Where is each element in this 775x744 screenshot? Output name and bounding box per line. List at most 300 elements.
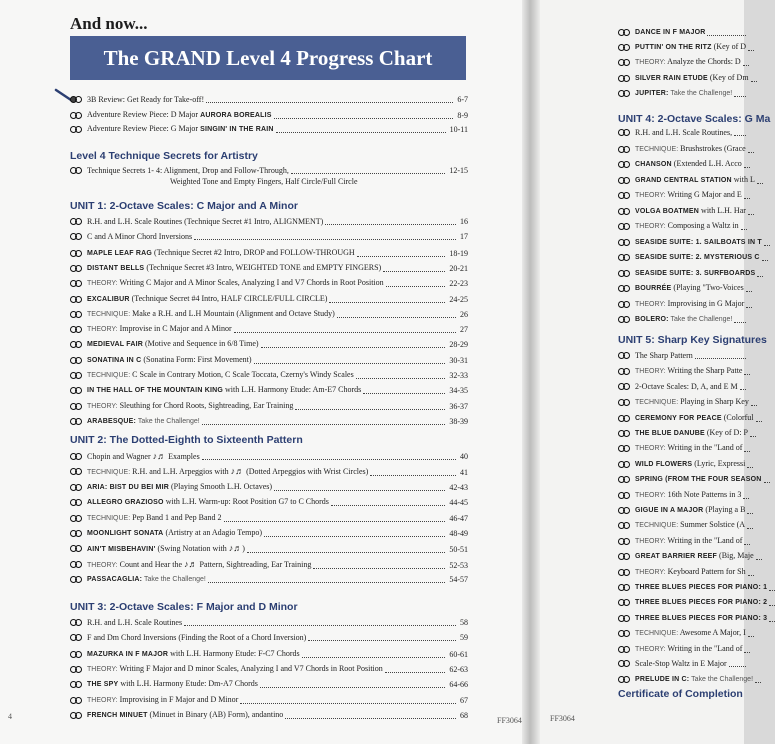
entry-title [635,174,755,187]
entry-title [87,384,361,397]
entry-title [635,267,755,280]
entry-segment: R.H. and L.H. Scale Routines [87,618,183,627]
entry-segment: THEORY: [635,646,666,653]
dot-leader [734,322,746,323]
entry-segment: FRENCH MINUET [87,712,148,719]
page-ref: 41 [460,468,468,477]
progress-star-icon[interactable] [70,650,83,660]
entry-title [87,450,200,463]
list-item [70,123,468,136]
progress-star-icon[interactable] [618,598,631,608]
page-ref: 27 [460,325,468,334]
dot-leader [755,682,761,683]
dot-leader [756,421,762,422]
progress-star-icon[interactable] [70,544,83,554]
dot-leader [331,505,445,506]
list-item [618,612,768,625]
dot-leader [744,374,750,375]
page-ref: 10-11 [449,125,468,134]
page-ref: 30-31 [449,356,468,365]
entry-title [87,231,192,243]
entry-segment: Writing G Major and E [665,190,742,199]
progress-star-icon[interactable] [70,560,83,570]
entry-segment: Keyboard Pattern for Sh [665,567,746,576]
progress-star-icon[interactable] [70,310,83,320]
list-item [70,558,468,572]
page-ref: 18-19 [449,249,468,258]
entry-segment: TECHNIQUE: [87,515,131,522]
entry-title [635,673,753,686]
entry-title [87,216,323,228]
progress-star-icon[interactable] [70,680,83,690]
list-item [618,535,748,548]
list-item [618,658,748,670]
list-item [618,251,760,264]
page-ref: 68 [460,711,468,720]
entry-segment: F and Dm Chord Inversions (Finding the Root of a Chord Inversion) [87,633,307,642]
list-item [618,550,754,563]
progress-star-icon[interactable] [70,166,83,176]
entry-segment: JUPITER: [635,90,669,97]
right-page [540,0,771,744]
list-item [70,369,468,382]
entry-segment: GREAT BARRIER REEF [635,553,718,560]
progress-star-icon[interactable] [618,300,631,310]
entry-segment: C Scale in Contrary Motion, C Scale Toccata, Czerny's Windy Scales [130,370,354,379]
progress-star-icon[interactable] [618,191,631,201]
progress-star-icon[interactable] [618,284,631,294]
dot-leader [734,96,746,97]
entry-segment: Awesome A Major, I [678,628,746,637]
progress-star-icon[interactable] [618,414,631,424]
progress-star-icon[interactable] [618,675,631,685]
entry-segment: (Key of D [711,42,747,51]
progress-star-icon[interactable] [70,95,83,105]
progress-star-icon[interactable] [70,665,83,675]
entry-title [635,396,749,409]
page-ref: 50-51 [449,545,468,554]
dot-leader [264,536,445,537]
dot-leader [751,81,757,82]
dot-leader [370,475,456,476]
progress-star-icon[interactable] [70,386,83,396]
page-ref: 62-63 [449,665,468,674]
dot-leader [769,621,775,622]
page-ref: 46-47 [449,514,468,523]
entry-title [635,596,767,609]
dot-leader [386,286,446,287]
progress-star-icon[interactable] [618,659,631,669]
dot-leader [357,256,446,257]
dot-leader [202,459,456,460]
unit3-heading: UNIT 3: 2-Octave Scales: F Major and D Minor [70,601,298,613]
certificate-heading: Certificate of Completion [618,688,743,700]
progress-star-icon[interactable] [70,696,83,706]
progress-star-icon[interactable] [70,633,83,643]
progress-star-icon[interactable] [618,475,631,485]
progress-star-icon[interactable] [70,217,83,227]
entry-title [635,612,767,625]
technique-heading: Level 4 Technique Secrets for Artistry [70,150,258,162]
folio-code-right: FF3064 [550,714,575,723]
entry-segment: THEORY: [635,538,666,545]
page-ref: 20-21 [449,264,468,273]
dot-leader [194,239,456,240]
entry-segment: The Sharp Pattern [635,351,693,360]
page-ref: 42-43 [449,483,468,492]
dot-leader [746,291,752,292]
entry-segment: (Lyric, Expressi [692,459,746,468]
progress-star-icon[interactable] [618,552,631,562]
entry-segment: (Sonatina Form: First Movement) [141,355,252,364]
entry-segment: THE BLUE DANUBE [635,430,705,437]
entry-segment: THE SPY [87,681,119,688]
entry-title [87,663,383,676]
dot-leader [747,528,753,529]
list-item [618,313,748,326]
entry-title [87,481,272,494]
dot-leader [769,590,775,591]
progress-star-icon[interactable] [618,128,631,138]
progress-star-icon[interactable] [618,645,631,655]
progress-star-icon[interactable] [618,207,631,217]
progress-star-icon[interactable] [618,568,631,578]
dot-leader [741,229,747,230]
page-ref: 8-9 [457,111,468,120]
dot-leader [769,605,775,606]
dot-leader [695,358,746,359]
list-item [618,26,748,39]
dot-leader [240,703,456,704]
progress-star-icon[interactable] [70,232,83,242]
progress-star-icon[interactable] [70,264,83,274]
entry-title [635,365,742,378]
progress-star-icon[interactable] [70,295,83,305]
page-ref: 36-37 [449,402,468,411]
dot-leader [762,260,768,261]
entry-segment: CEREMONY FOR PEACE [635,415,722,422]
entry-segment: Writing C Major and A Minor Scales, Analyzing I and V7 Chords in Root Position [117,278,384,287]
progress-star-icon[interactable] [70,711,83,721]
progress-star-icon[interactable] [70,467,83,477]
progress-star-icon[interactable] [618,28,631,38]
entry-title [87,165,289,177]
entry-segment: AIN'T MISBEHAVIN' [87,546,156,553]
progress-star-icon[interactable] [618,614,631,624]
entry-segment: Take the Challenge! [136,418,200,425]
progress-star-icon[interactable] [70,575,83,585]
progress-star-icon[interactable] [70,618,83,628]
dot-leader [329,302,445,303]
list-item [618,87,748,100]
entry-segment: DISTANT BELLS [87,265,145,272]
progress-star-icon[interactable] [618,429,631,439]
progress-star-icon[interactable] [618,460,631,470]
entry-title [87,293,327,306]
entry-title [87,465,368,479]
entry-segment: with L.H. Harmony Etude: F-C7 Chords [168,649,300,658]
list-item [618,350,748,362]
page-ref: 6-7 [457,95,468,104]
entry-title [87,542,245,556]
entry-title [635,581,767,594]
dot-leader [750,436,756,437]
entry-segment: Improvising in F Major and D Minor [117,695,239,704]
entry-title [87,617,182,629]
entry-segment: GRAND CENTRAL STATION [635,177,732,184]
entry-segment: THEORY: [635,492,666,499]
list-item [618,519,748,532]
progress-star-icon[interactable] [618,74,631,84]
dot-leader [274,118,454,119]
progress-star-icon[interactable] [70,417,83,427]
progress-star-icon[interactable] [618,253,631,263]
entry-title [87,573,206,586]
list-item [70,384,468,397]
progress-star-icon[interactable] [70,125,83,135]
list-item [618,236,762,249]
progress-star-icon[interactable] [618,444,631,454]
progress-star-icon[interactable] [70,325,83,335]
dot-leader [184,625,456,626]
progress-star-icon[interactable] [70,340,83,350]
dot-leader [276,132,446,133]
entry-title [87,109,272,122]
entry-segment: Adventure Review Piece: D Major [87,110,201,119]
progress-star-icon[interactable] [70,279,83,289]
entry-segment: (Technique Secret #3 Intro, WEIGHTED TONE and EMPTY FINGERS) [144,263,382,272]
progress-star-icon[interactable] [70,483,83,493]
progress-star-icon[interactable] [70,356,83,366]
entry-segment: SINGIN' IN THE RAIN [200,126,274,133]
progress-star-icon[interactable] [618,583,631,593]
page-ref: 48-49 [449,529,468,538]
list-item [618,174,755,187]
list-item [70,709,468,722]
entry-segment: Writing F Major and D minor Scales, Analyzing I and V7 Chords in Root Position [117,664,383,673]
progress-star-icon[interactable] [618,238,631,248]
list-item [618,504,748,517]
dot-leader [757,276,763,277]
progress-star-icon[interactable] [70,529,83,539]
entry-segment: PASSACAGLIA: [87,576,143,583]
page-ref: 64-66 [449,680,468,689]
list-item [618,473,762,486]
list-item [618,267,756,280]
list-item [70,481,468,494]
entry-segment: C and A Minor Chord Inversions [87,232,193,241]
entry-segment: ) [242,544,245,553]
dot-leader [744,167,750,168]
progress-star-icon[interactable] [618,176,631,186]
entry-title [87,262,381,275]
list-item [618,127,748,139]
list-item [618,41,748,54]
progress-star-icon[interactable] [70,249,83,259]
progress-star-icon[interactable] [618,629,631,639]
dot-leader [234,332,456,333]
list-item [70,527,468,540]
entry-segment: THREE BLUES PIECES FOR PIANO: 3 [635,615,768,622]
dot-leader [261,347,446,348]
list-item [618,427,748,440]
entry-segment: WILD FLOWERS [635,461,693,468]
entry-title [635,158,742,171]
list-item [70,617,468,629]
entry-title [87,496,329,509]
progress-star-icon[interactable] [618,160,631,170]
entry-segment: PUTTIN' ON THE RITZ [635,44,712,51]
entry-segment: Improvise in C Major and A Minor [117,324,232,333]
page-number: 4 [8,712,12,721]
dot-leader [757,183,763,184]
entry-segment: GIGUE IN A MAJOR [635,507,704,514]
progress-star-icon[interactable] [618,145,631,155]
dot-leader [740,389,746,390]
list-item [70,277,468,290]
entry-title [635,143,746,156]
entry-segment: THEORY: [87,697,118,704]
entry-segment: R.H. and L.H. Scale Routines, [635,128,733,137]
progress-star-icon[interactable] [618,89,631,99]
entry-title [635,313,732,326]
entry-title [635,627,746,640]
progress-star-icon[interactable] [618,506,631,516]
progress-star-icon[interactable] [70,498,83,508]
entry-segment: 3B Review: Get Ready for Take-off! [87,95,205,104]
dot-leader [356,378,446,379]
book-gutter [522,0,540,744]
progress-star-icon[interactable] [618,269,631,279]
entry-segment: TECHNIQUE: [635,522,679,529]
entry-segment: THEORY: [635,223,666,230]
list-item [618,673,754,686]
list-item [70,231,468,243]
list-item [70,663,468,676]
entry-segment: BOURRÉE [635,285,672,292]
progress-star-icon[interactable] [618,382,631,392]
progress-star-icon[interactable] [618,222,631,232]
entry-segment: (Technique Secret #2 Intro, DROP and FOLLOW-THROUGH [152,248,355,257]
entry-title [635,350,693,362]
dot-leader [302,657,446,658]
dot-leader [260,687,445,688]
dot-leader [729,666,746,667]
entry-title [635,127,732,139]
entry-segment: THEORY: [87,403,118,410]
entry-segment: R.H. and L.H. Arpeggios with [130,467,231,476]
list-item [618,143,748,156]
list-item [70,94,468,106]
progress-star-icon[interactable] [70,514,83,524]
progress-star-icon[interactable] [618,351,631,361]
entry-title [635,412,754,425]
entry-title [87,354,252,367]
entry-segment: SPRING (FROM THE FOUR SEASON [635,476,762,483]
entry-segment: THEORY: [635,368,666,375]
entry-title [635,519,745,532]
dot-leader [274,490,445,491]
list-item [70,694,468,707]
entry-segment: TECHNIQUE: [87,311,131,318]
progress-star-icon[interactable] [618,537,631,547]
progress-star-icon[interactable] [618,58,631,68]
progress-star-icon[interactable] [70,452,83,462]
entry-segment: SILVER RAIN ETUDE [635,75,708,82]
entry-title [87,648,300,661]
entry-title [635,87,732,100]
dot-leader [385,672,446,673]
progress-star-icon[interactable] [618,43,631,53]
progress-star-icon[interactable] [618,367,631,377]
dot-leader [748,50,754,51]
progress-star-icon[interactable] [70,111,83,121]
progress-star-icon[interactable] [618,491,631,501]
technique-subline: Weighted Tone and Empty Fingers, Half Circle/Full Circle [170,177,358,186]
progress-star-icon[interactable] [70,402,83,412]
entry-title [87,323,232,336]
list-item [618,458,748,471]
kicker-text: And now... [70,14,148,33]
dot-leader [291,173,445,174]
entry-segment: (Extended L.H. Acco [671,159,742,168]
progress-star-icon[interactable] [618,521,631,531]
dot-leader [247,552,445,553]
entry-title [635,282,744,295]
dot-leader [746,307,752,308]
dot-leader [751,405,757,406]
entry-title [87,123,274,136]
page-ref: 17 [460,232,468,241]
entry-segment: (Key of D: P [704,428,748,437]
page-ref: 38-39 [449,417,468,426]
entry-title [87,308,335,321]
entry-segment: TECHNIQUE: [87,469,131,476]
progress-star-icon[interactable] [618,315,631,325]
entry-title [635,442,742,455]
entry-segment: Take the Challenge! [142,576,206,583]
entry-segment: (Colorful [721,413,754,422]
entry-title [87,247,355,260]
dot-leader [748,575,754,576]
dot-leader [707,35,746,36]
dot-leader [224,521,446,522]
page-ref: 58 [460,618,468,627]
dot-leader [208,582,445,583]
progress-star-icon[interactable] [70,371,83,381]
entry-segment: TECHNIQUE: [87,372,131,379]
entry-title [635,504,745,517]
dot-leader [744,544,750,545]
list-item [70,216,468,228]
entry-title [635,458,745,471]
entry-segment: SEASIDE SUITE: 1. SAILBOATS IN T [635,239,762,246]
entry-segment: ARABESQUE: [87,418,137,425]
entry-segment: THEORY: [635,192,666,199]
entry-segment: THEORY: [635,301,666,308]
entry-segment: Improvising in G Major [665,299,745,308]
entry-title [635,26,705,39]
list-item [70,573,468,586]
list-item [70,323,468,336]
entry-segment: DANCE IN F MAJOR [635,29,706,36]
list-item [618,596,768,609]
progress-star-icon[interactable] [618,398,631,408]
list-item [618,412,754,425]
unit4-heading: UNIT 4: 2-Octave Scales: G Ma [618,113,771,125]
entry-segment: (Motive and Sequence in 6/8 Time) [143,339,259,348]
entry-segment: THEORY: [635,569,666,576]
